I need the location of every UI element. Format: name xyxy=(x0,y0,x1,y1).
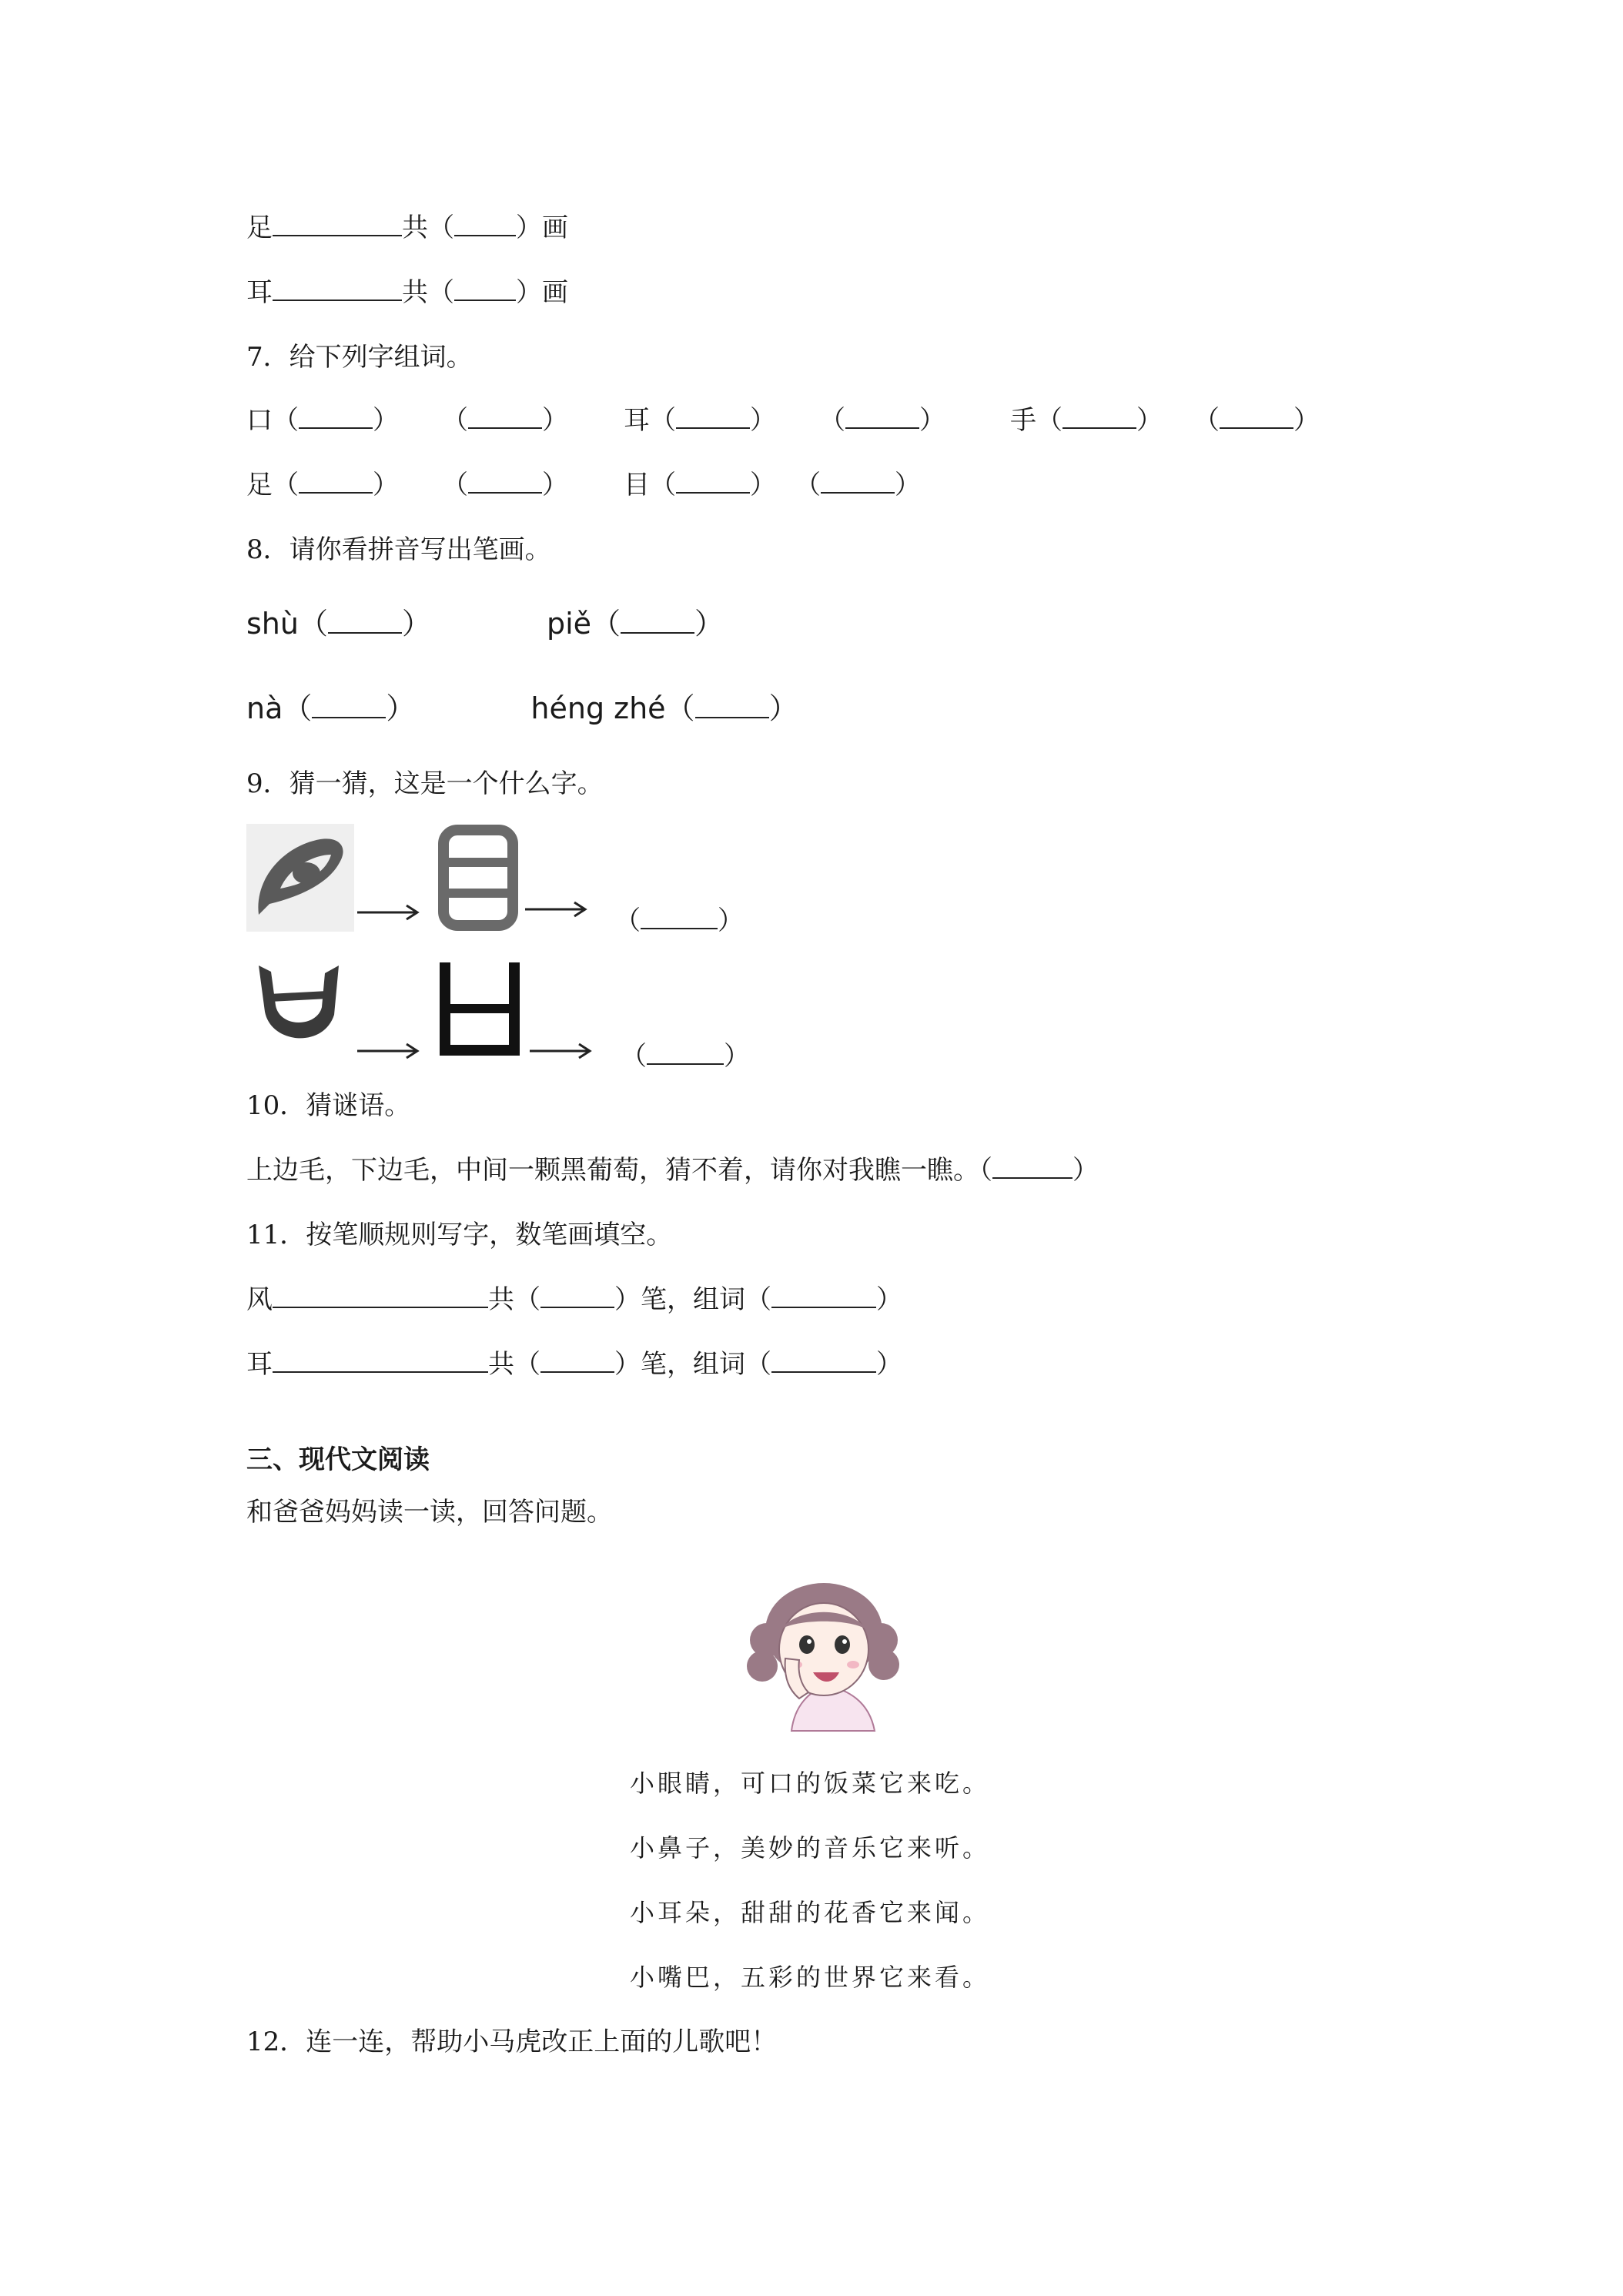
count-blank[interactable] xyxy=(454,276,516,301)
word-blank[interactable] xyxy=(299,404,373,429)
stroke-order-blank[interactable] xyxy=(273,1348,488,1373)
word-blank[interactable] xyxy=(1062,404,1136,429)
q7-text: 手（ xyxy=(1010,405,1062,436)
word-blank[interactable] xyxy=(468,469,542,494)
q6-text: 共（ xyxy=(402,277,454,308)
q9-answer-2 xyxy=(621,1038,750,1075)
q7-text: ） xyxy=(373,405,399,436)
q7-text: ） xyxy=(542,405,568,436)
riddle-text: 上边毛，下边毛，中间一颗黑葡萄，猜不着，请你对我瞧一瞧。（ xyxy=(246,1155,992,1186)
q7-text: ） xyxy=(750,405,776,436)
arrow-right-icon xyxy=(356,901,420,924)
answer-blank[interactable] xyxy=(641,905,718,929)
poem-line: 小嘴巴，五彩的世界它来看。 xyxy=(630,1963,991,1992)
q11-char: 风 xyxy=(246,1284,273,1315)
q7-text: ） xyxy=(750,470,776,500)
q8-text: ） xyxy=(768,691,798,725)
section-heading: 三、现代文阅读 xyxy=(246,1444,430,1475)
q10-title: 10．猜谜语。 xyxy=(246,1090,411,1121)
word-blank[interactable] xyxy=(1220,404,1293,429)
count-blank[interactable] xyxy=(454,212,516,236)
q7-text: 耳（ xyxy=(624,405,676,436)
word-blank[interactable] xyxy=(676,469,750,494)
q6-text: ）画 xyxy=(516,213,568,243)
arrow-right-icon xyxy=(356,1039,420,1063)
q7-text: 口（ xyxy=(246,405,299,436)
q7-text: （ xyxy=(795,470,821,500)
stroke-order-blank[interactable] xyxy=(273,1284,488,1308)
arrow-right-icon xyxy=(524,898,588,921)
q8-text: ） xyxy=(401,607,431,641)
answer-blank[interactable] xyxy=(647,1040,724,1065)
count-blank[interactable] xyxy=(540,1348,614,1373)
paren: （ xyxy=(614,905,641,936)
ancient-eye-glyph-icon xyxy=(246,824,354,932)
poem-line: 小眼睛，可口的饭菜它来吃。 xyxy=(630,1769,991,1798)
q7-text: 目（ xyxy=(624,470,676,500)
stroke-blank[interactable] xyxy=(273,212,402,236)
stroke-name-blank[interactable] xyxy=(328,609,402,634)
q7-row-2 xyxy=(246,467,921,504)
word-blank[interactable] xyxy=(771,1284,876,1308)
word-blank[interactable] xyxy=(771,1348,876,1373)
q7-text: 足（ xyxy=(246,470,299,500)
q7-title: 7．给下列字组词。 xyxy=(246,342,473,373)
q7-text: ） xyxy=(542,470,568,500)
poem-line: 小耳朵，甜甜的花香它来闻。 xyxy=(630,1898,991,1927)
q8-title: 8．请你看拼音写出笔画。 xyxy=(246,534,551,565)
riddle-answer-blank[interactable] xyxy=(992,1154,1073,1179)
q6-text: 共（ xyxy=(402,213,454,243)
ancient-mouth-glyph-icon xyxy=(248,958,348,1058)
q8-text: nà（ xyxy=(246,691,313,725)
q11-text: 共（ xyxy=(488,1284,540,1315)
stroke-name-blank[interactable] xyxy=(312,694,386,718)
q8-text: shù（ xyxy=(246,607,328,641)
word-blank[interactable] xyxy=(845,404,919,429)
q6-char: 足 xyxy=(246,213,273,243)
q7-row-1 xyxy=(246,402,1320,439)
q6-row-zu xyxy=(246,209,568,246)
q7-text: ） xyxy=(1293,405,1320,436)
q8-text: ） xyxy=(694,607,724,641)
q8-text: ） xyxy=(386,691,416,725)
q7-text: ） xyxy=(1136,405,1163,436)
q11-text: ） xyxy=(876,1349,902,1380)
paren: （ xyxy=(621,1041,647,1072)
word-blank[interactable] xyxy=(299,469,373,494)
girl-illustration xyxy=(738,1569,907,1739)
q8-text: héng zhé（ xyxy=(530,691,695,725)
stroke-name-blank[interactable] xyxy=(695,694,769,718)
q7-text: ） xyxy=(373,470,399,500)
q11-text: ）笔，组词（ xyxy=(614,1349,771,1380)
q11-row-feng xyxy=(246,1281,902,1318)
q11-text: ） xyxy=(876,1284,902,1315)
q11-text: ）笔，组词（ xyxy=(614,1284,771,1315)
q11-text: 共（ xyxy=(488,1349,540,1380)
arrow-right-icon xyxy=(528,1039,593,1063)
q9-title: 9．猜一猜，这是一个什么字。 xyxy=(246,768,604,799)
q6-text: ）画 xyxy=(516,277,568,308)
q7-text: （ xyxy=(442,470,468,500)
mu-glyph-icon xyxy=(436,824,520,932)
q7-text: （ xyxy=(819,405,845,436)
q11-row-er xyxy=(246,1346,902,1383)
word-blank[interactable] xyxy=(676,404,750,429)
q6-char: 耳 xyxy=(246,277,273,308)
stroke-blank[interactable] xyxy=(273,276,402,301)
paren: ） xyxy=(1073,1155,1099,1186)
paren: ） xyxy=(718,905,744,936)
q8-row-1 xyxy=(246,605,724,642)
stroke-name-blank[interactable] xyxy=(621,609,694,634)
q11-char: 耳 xyxy=(246,1349,273,1380)
count-blank[interactable] xyxy=(540,1284,614,1308)
q8-row-2 xyxy=(246,690,798,727)
q8-text: piě（ xyxy=(546,607,621,641)
section-intro: 和爸爸妈妈读一读，回答问题。 xyxy=(246,1497,613,1528)
q6-row-er xyxy=(246,274,568,311)
q11-title: 11．按笔顺规则写字，数笔画填空。 xyxy=(246,1220,673,1250)
poem-line: 小鼻子，美妙的音乐它来听。 xyxy=(630,1833,991,1863)
word-blank[interactable] xyxy=(468,404,542,429)
q7-text: （ xyxy=(1193,405,1220,436)
q10-riddle xyxy=(246,1152,1099,1189)
kou-glyph-icon xyxy=(437,958,522,1058)
q7-text: ） xyxy=(919,405,945,436)
q7-text: （ xyxy=(442,405,468,436)
paren: ） xyxy=(724,1041,750,1072)
q9-answer-1 xyxy=(614,902,744,939)
q12-title: 12．连一连，帮助小马虎改正上面的儿歌吧！ xyxy=(246,2027,778,2057)
word-blank[interactable] xyxy=(821,469,895,494)
q7-text: ） xyxy=(895,470,921,500)
